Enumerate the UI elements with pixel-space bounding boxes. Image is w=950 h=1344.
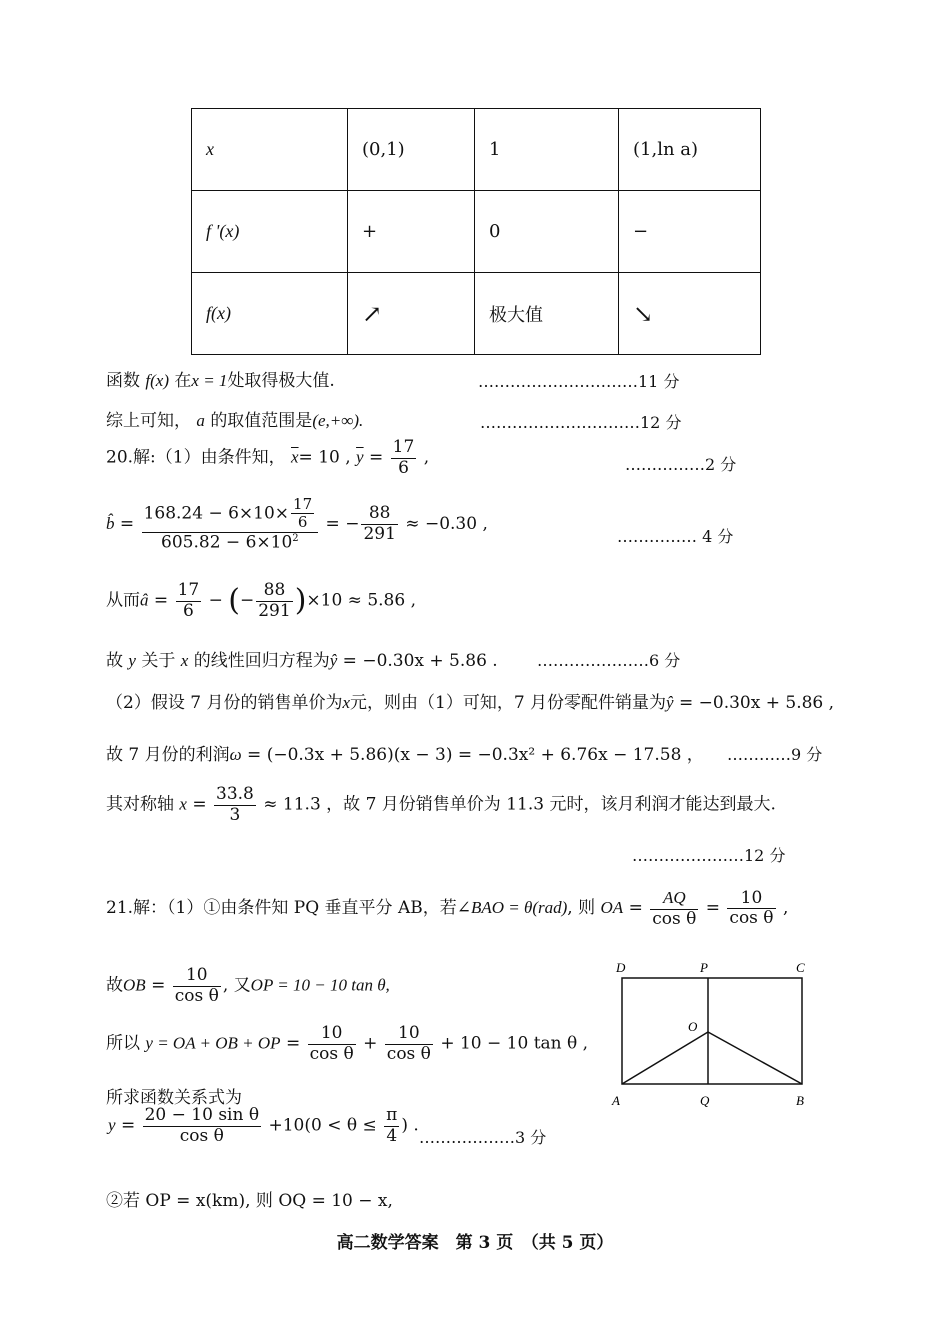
score-2: ……………2 分	[625, 455, 737, 474]
cell-derivative-2: 0	[475, 191, 619, 273]
table-row-function	[192, 273, 761, 355]
score-11: …………………………11 分	[478, 372, 680, 391]
label-p: P	[700, 960, 708, 975]
label-c: C	[796, 960, 805, 975]
label-d: D	[616, 960, 626, 975]
cell-function-header: f(x)	[192, 273, 348, 355]
cell-derivative-header: f '(x)	[192, 191, 348, 273]
symmetry-axis-statement: 其对称轴 x = $\frac{33.8}{3}$ ≈ 11.3 ，故 7 月份销售单价为 11.3 元时，该月利润才能达到最大.	[106, 784, 776, 825]
cell-function-2: 极大值	[475, 273, 619, 355]
score-12b: …………………12 分	[632, 846, 786, 865]
a-hat-formula: 从而â = $\frac{17}{6}$ − (− $\frac{88}{291}$ )×10 ≈ 5.86 ,	[106, 580, 416, 621]
fraction-10-cos-oa: $\frac{10}{\text{cos θ}}$	[729, 887, 774, 929]
segment-ao	[622, 1032, 708, 1084]
function-relation-text: 所求函数关系式为	[106, 1088, 242, 1108]
fraction-aq-cos: $\frac{AQ}{\text{cos θ}}$	[652, 888, 697, 929]
final-function: y = $\frac{\text{20 − 10 sin θ}}{\text{cos θ}}$ +10(0 < θ ≤ $\frac{\pi}{4}$ ) .	[108, 1105, 419, 1146]
table-row-x	[192, 109, 761, 191]
cell-function-1: ↗	[348, 273, 475, 355]
q20-conditions: 20.解:（1）由条件知， $\overline{x}= 10$ , $\overline{y}$ = $\frac{17}{6}$ ,	[106, 437, 430, 478]
fraction-a-88-291: $\frac{88}{291}$	[258, 580, 291, 621]
cell-point-1: 1	[475, 109, 619, 191]
fraction-y-mean: $\frac{17}{6}$	[392, 437, 415, 478]
score-4: …………… 4 分	[617, 527, 734, 546]
fraction-a-17-6: $\frac{17}{6}$	[177, 580, 200, 621]
label-o: O	[688, 1019, 698, 1034]
b-hat-formula: b̂ = 168.24 − 6×10× $\frac{17}{6}$ $605.82 - 6\times 10^2$ = − $\frac{88}{291}$ ≈ −0.30 ,	[106, 495, 488, 553]
table-row-derivative	[192, 191, 761, 273]
cell-x-header: x	[192, 109, 348, 191]
score-12a: …………………………12 分	[480, 413, 682, 432]
variation-table	[191, 108, 761, 355]
fraction-33-8-3: $\frac{33.8}{3}$	[216, 784, 254, 825]
fraction-88-291: $\frac{88}{291}$	[363, 503, 396, 544]
cell-derivative-3: −	[619, 191, 761, 273]
op-assumption: ②若 OP = x(km), 则 OQ = 10 − x,	[106, 1191, 393, 1211]
q20-part2-assumption: （2）假设 7 月份的销售单价为x元，则由（1）可知，7 月份零配件销量为ŷ = −0.30x + 5.86 ,	[106, 693, 835, 713]
regression-equation: 故 y 关于 x 的线性回归方程为ŷ = −0.30x + 5.86 .	[106, 651, 498, 671]
cell-derivative-1: +	[348, 191, 475, 273]
label-q: Q	[700, 1093, 710, 1108]
page-footer: 高二数学答案 第 3 页 （共 5 页）	[336, 1233, 614, 1253]
max-value-statement: 函数 f(x) 在x = 1处取得极大值.	[106, 371, 335, 391]
profit-formula: 故 7 月份的利润ω = (−0.3x + 5.86)(x − 3) = −0.3x² + 6.76x − 17.58 ，	[106, 745, 704, 765]
fraction-final: $\frac{\text{20 − 10 sin θ}}{\text{cos θ}}$	[144, 1105, 260, 1146]
fraction-y-1: $\frac{10}{\text{cos θ}}$	[309, 1023, 354, 1064]
score-3: ………………3 分	[419, 1128, 547, 1147]
range-conclusion: 综上可知， a 的取值范围是(e,+∞).	[106, 411, 364, 431]
segment-ob	[708, 1032, 802, 1084]
ob-op-formula: 故OB = $\frac{10}{\text{cos θ}}$ , 又OP = 10 − 10 tan θ,	[106, 965, 390, 1006]
fraction-pi-4: $\frac{\pi}{4}$	[386, 1105, 398, 1146]
score-9: …………9 分	[727, 745, 823, 764]
score-6: …………………6 分	[537, 651, 681, 670]
y-sum-formula: 所以 y = OA + OB + OP = $\frac{10}{\text{cos θ}}$ + $\frac{10}{\text{cos θ}}$ + 10 − 10 tan θ ,	[106, 1023, 589, 1064]
cell-interval-2: (1,ln a)	[619, 109, 761, 191]
fraction-y-2: $\frac{10}{\text{cos θ}}$	[386, 1023, 431, 1064]
fraction-b-hat: 168.24 − 6×10× $\frac{17}{6}$ $605.82 - 6\times 10^2$	[142, 496, 319, 553]
q21-head: 21.解：（1）①由条件知 PQ 垂直平分 AB，若∠BAO = θ(rad), 则 OA = $\frac{AQ}{\text{cos θ}}$ = $\frac{10}{\text{cos θ}}$ ,	[106, 887, 789, 929]
fraction-10-cos-ob: $\frac{10}{\text{cos θ}}$	[174, 965, 219, 1006]
rectangle-diagram	[608, 956, 822, 1114]
label-a: A	[612, 1093, 620, 1108]
cell-interval-1: (0,1)	[348, 109, 475, 191]
cell-function-3: ↘	[619, 273, 761, 355]
label-b: B	[796, 1093, 804, 1108]
